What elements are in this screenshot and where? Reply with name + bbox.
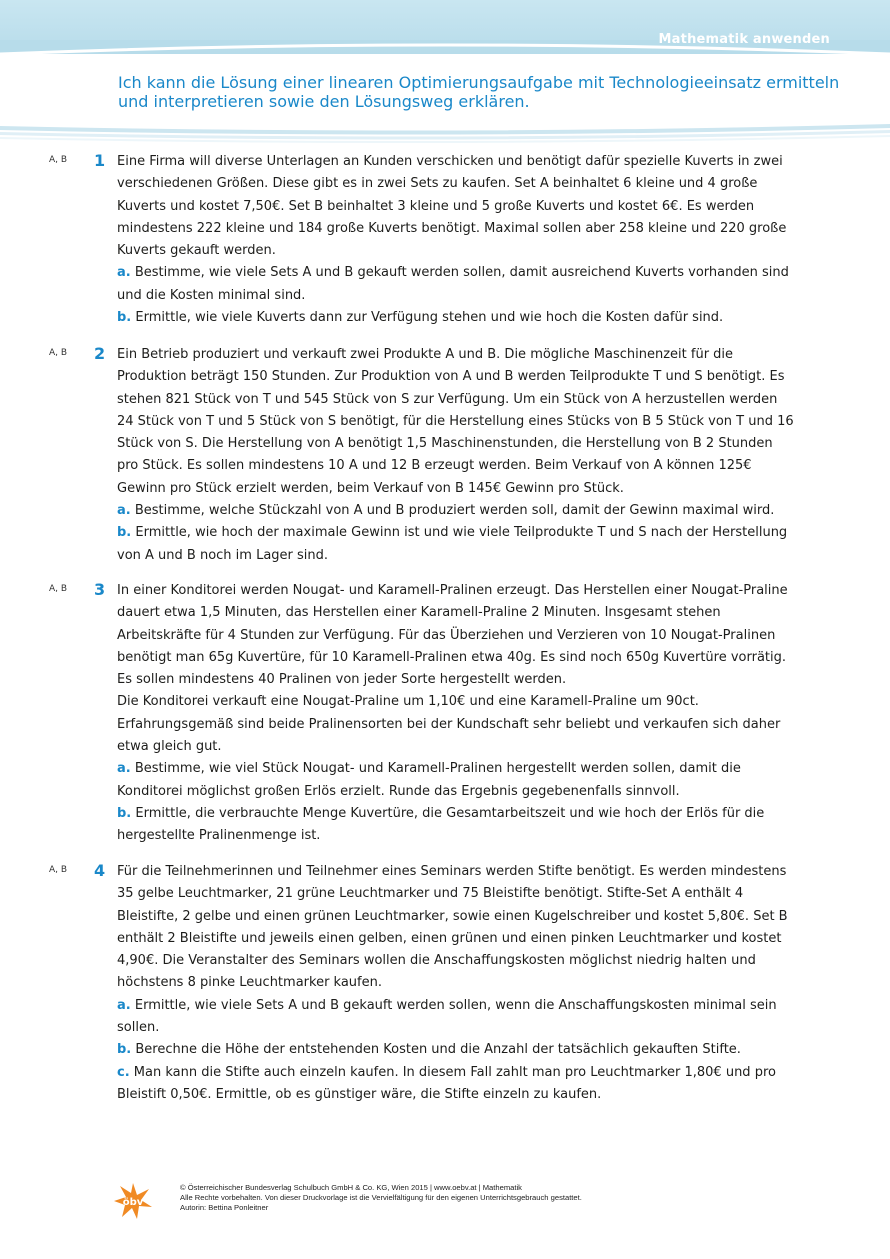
task-number: 1: [94, 151, 106, 170]
subtask-letter: a.: [117, 265, 131, 281]
subtask-letter: b.: [117, 1042, 132, 1058]
subtask-letter: b.: [117, 805, 132, 821]
footer-line-3: Autorin: Bettina Ponleitner: [180, 1203, 269, 1212]
learning-goal: Ich kann die Lösung einer linearen Optimierungsaufgabe mit Technologieeinsatz ermitteln und interpretieren sowie den Lösungsweg erklären.: [118, 73, 840, 111]
subtask-text: Ermittle, die verbrauchte Menge Kuvertüre, die Gesamtarbeitszeit und wie hoch der Erlös für die hergestellte Pralinenmenge ist.: [117, 805, 765, 844]
task-intro: Eine Firma will diverse Unterlagen an Kunden verschicken und benötigt dafür spezielle Kuverts in zwei verschiedenen Größen. Diese gibt es in zwei Sets zu kaufen. Set A beinhaltet 6 kleine und 4 große Kuverts und kostet 7,50€. Set B beinhaltet 3 kleine und 5 große Kuverts und kostet 6€. Es werden mindestens 222 kleine und 184 große Kuverts benötigt. Maximal sollen aber 258 kleine und 220 große Kuverts gekauft werden.: [117, 154, 787, 259]
subtask-text: Ermittle, wie viele Sets A und B gekauft werden sollen, wenn die Anschaffungskosten minimal sein sollen.: [117, 997, 777, 1036]
task-competence-tag: A, B: [49, 584, 68, 594]
subtask-b: [117, 1039, 797, 1061]
task-intro: In einer Konditorei werden Nougat- und Karamell-Pralinen erzeugt. Das Herstellen einer Nougat-Praline dauert etwa 1,5 Minuten, das Herstellen einer Karamell-Praline 2 Minuten. Insgesamt stehen Arbeitskräfte für 4 Stunden zur Verfügung. Für das Überziehen und Verzieren von 10 Nougat-Pralinen benötigt man 65g Kuvertüre, für 10 Karamell-Pralinen etwa 40g. Es sind noch 650g Kuvertüre vorrätig. Es sollen mindestens 40 Pralinen von jeder Sorte hergestellt werden.: [117, 583, 788, 688]
subtask-a: [117, 500, 797, 522]
subtask-letter: b.: [117, 310, 132, 326]
subtask-a: [117, 262, 797, 307]
task-competence-tag: A, B: [49, 348, 68, 358]
task-intro: Ein Betrieb produziert und verkauft zwei Produkte A und B. Die mögliche Maschinenzeit für die Produktion beträgt 150 Stunden. Zur Produktion von A und B werden Teilprodukte T und S benötigt. Es stehen 821 Stück von T und 545 Stück von S zur Verfügung. Um ein Stück von A herzustellen werden 24 Stück von T und 5 Stück von S benötigt, für die Herstellung eines Stücks von B 5 Stück von T und 16 Stück von S. Die Herstellung von A benötigt 1,5 Maschinenstunden, die Herstellung von B 2 Stunden pro Stück. Es sollen mindestens 10 A und 12 B erzeugt werden. Beim Verkauf von A können 125€ Gewinn pro Stück erzielt werden, beim Verkauf von B 145€ Gewinn pro Stück.: [117, 347, 794, 496]
task-competence-tag: A, B: [49, 865, 68, 875]
footer-copyright: [180, 1183, 780, 1213]
subtask-letter: b.: [117, 525, 132, 541]
subtask-letter: c.: [117, 1064, 130, 1080]
publisher-logo: [113, 1181, 153, 1221]
subtask-letter: a.: [117, 503, 131, 519]
publisher-logo-text: öbv: [122, 1197, 144, 1208]
subtask-letter: a.: [117, 761, 131, 777]
subtask-a: [117, 758, 797, 803]
task-intro: Für die Teilnehmerinnen und Teilnehmer eines Seminars werden Stifte benötigt. Es werden mindestens 35 gelbe Leuchtmarker, 21 grüne Leuchtmarker und 75 Bleistifte benötigt. Stifte-Set A enthält 4 Bleistifte, 2 gelbe und einen grünen Leuchtmarker, sowie einen Kugelschreiber und kostet 5,80€. Set B enthält 2 Bleistifte und jeweils einen gelben, einen grünen und einen pinken Leuchtmarker und kostet 4,90€. Die Veranstalter des Seminars wollen die Anschaffungskosten möglichst niedrig halten und höchstens 8 pinke Leuchtmarker kaufen.: [117, 864, 788, 991]
subtask-text: Bestimme, wie viele Sets A und B gekauft werden sollen, damit ausreichend Kuverts vorhanden sind und die Kosten minimal sind.: [117, 265, 789, 303]
task-body: [117, 861, 797, 1106]
subtask-b: [117, 803, 797, 848]
section-title: Mathematik anwenden: [658, 32, 830, 47]
footer-line-1: © Österreichischer Bundesverlag Schulbuch GmbH & Co. KG, Wien 2015 | www.oebv.at | Mathematik: [180, 1183, 522, 1192]
subtask-text: Berechne die Höhe der entstehenden Kosten und die Anzahl der tatsächlich gekauften Stifte.: [135, 1042, 741, 1058]
goal-divider-stripes: [0, 124, 890, 144]
subtask-text: Bestimme, welche Stückzahl von A und B produziert werden soll, damit der Gewinn maximal wird.: [134, 503, 775, 519]
subtask-letter: a.: [117, 997, 131, 1013]
task-body: [117, 344, 797, 567]
subtask-b: [117, 307, 797, 329]
subtask-text: Bestimme, wie viel Stück Nougat- und Karamell-Pralinen hergestellt werden sollen, damit die Konditorei möglichst großen Erlös erzielt. Runde das Ergebnis gegebenenfalls sinnvoll.: [117, 761, 741, 799]
task-number: 3: [94, 580, 106, 599]
subtask-text: Ermittle, wie viele Kuverts dann zur Verfügung stehen und wie hoch die Kosten dafür sind.: [135, 310, 724, 326]
subtask-text: Ermittle, wie hoch der maximale Gewinn ist und wie viele Teilprodukte T und S nach der Herstellung von A und B noch im Lager sind.: [117, 525, 788, 563]
task-intro-continued: Die Konditorei verkauft eine Nougat-Praline um 1,10€ und eine Karamell-Praline um 90ct. Erfahrungsgemäß sind beide Pralinensorten bei der Kundschaft sehr beliebt und verkaufen sich daher etwa gleich gut.: [117, 694, 781, 755]
subtask-b: [117, 522, 797, 567]
task-competence-tag: A, B: [49, 155, 68, 165]
subtask-text: Man kann die Stifte auch einzeln kaufen. In diesem Fall zahlt man pro Leuchtmarker 1,80€ und pro Bleistift 0,50€. Ermittle, ob es günstiger wäre, die Stifte einzeln zu kaufen.: [117, 1064, 776, 1102]
task-body: [117, 580, 797, 848]
task-number: 2: [94, 344, 106, 363]
task-number: 4: [94, 861, 106, 880]
task-body: [117, 151, 797, 329]
subtask-c: [117, 1062, 797, 1107]
footer-line-2: Alle Rechte vorbehalten. Von dieser Druckvorlage ist die Vervielfältigung für den eigenen Unterrichtsgebrauch gestattet.: [180, 1193, 582, 1202]
subtask-a: [117, 995, 797, 1040]
